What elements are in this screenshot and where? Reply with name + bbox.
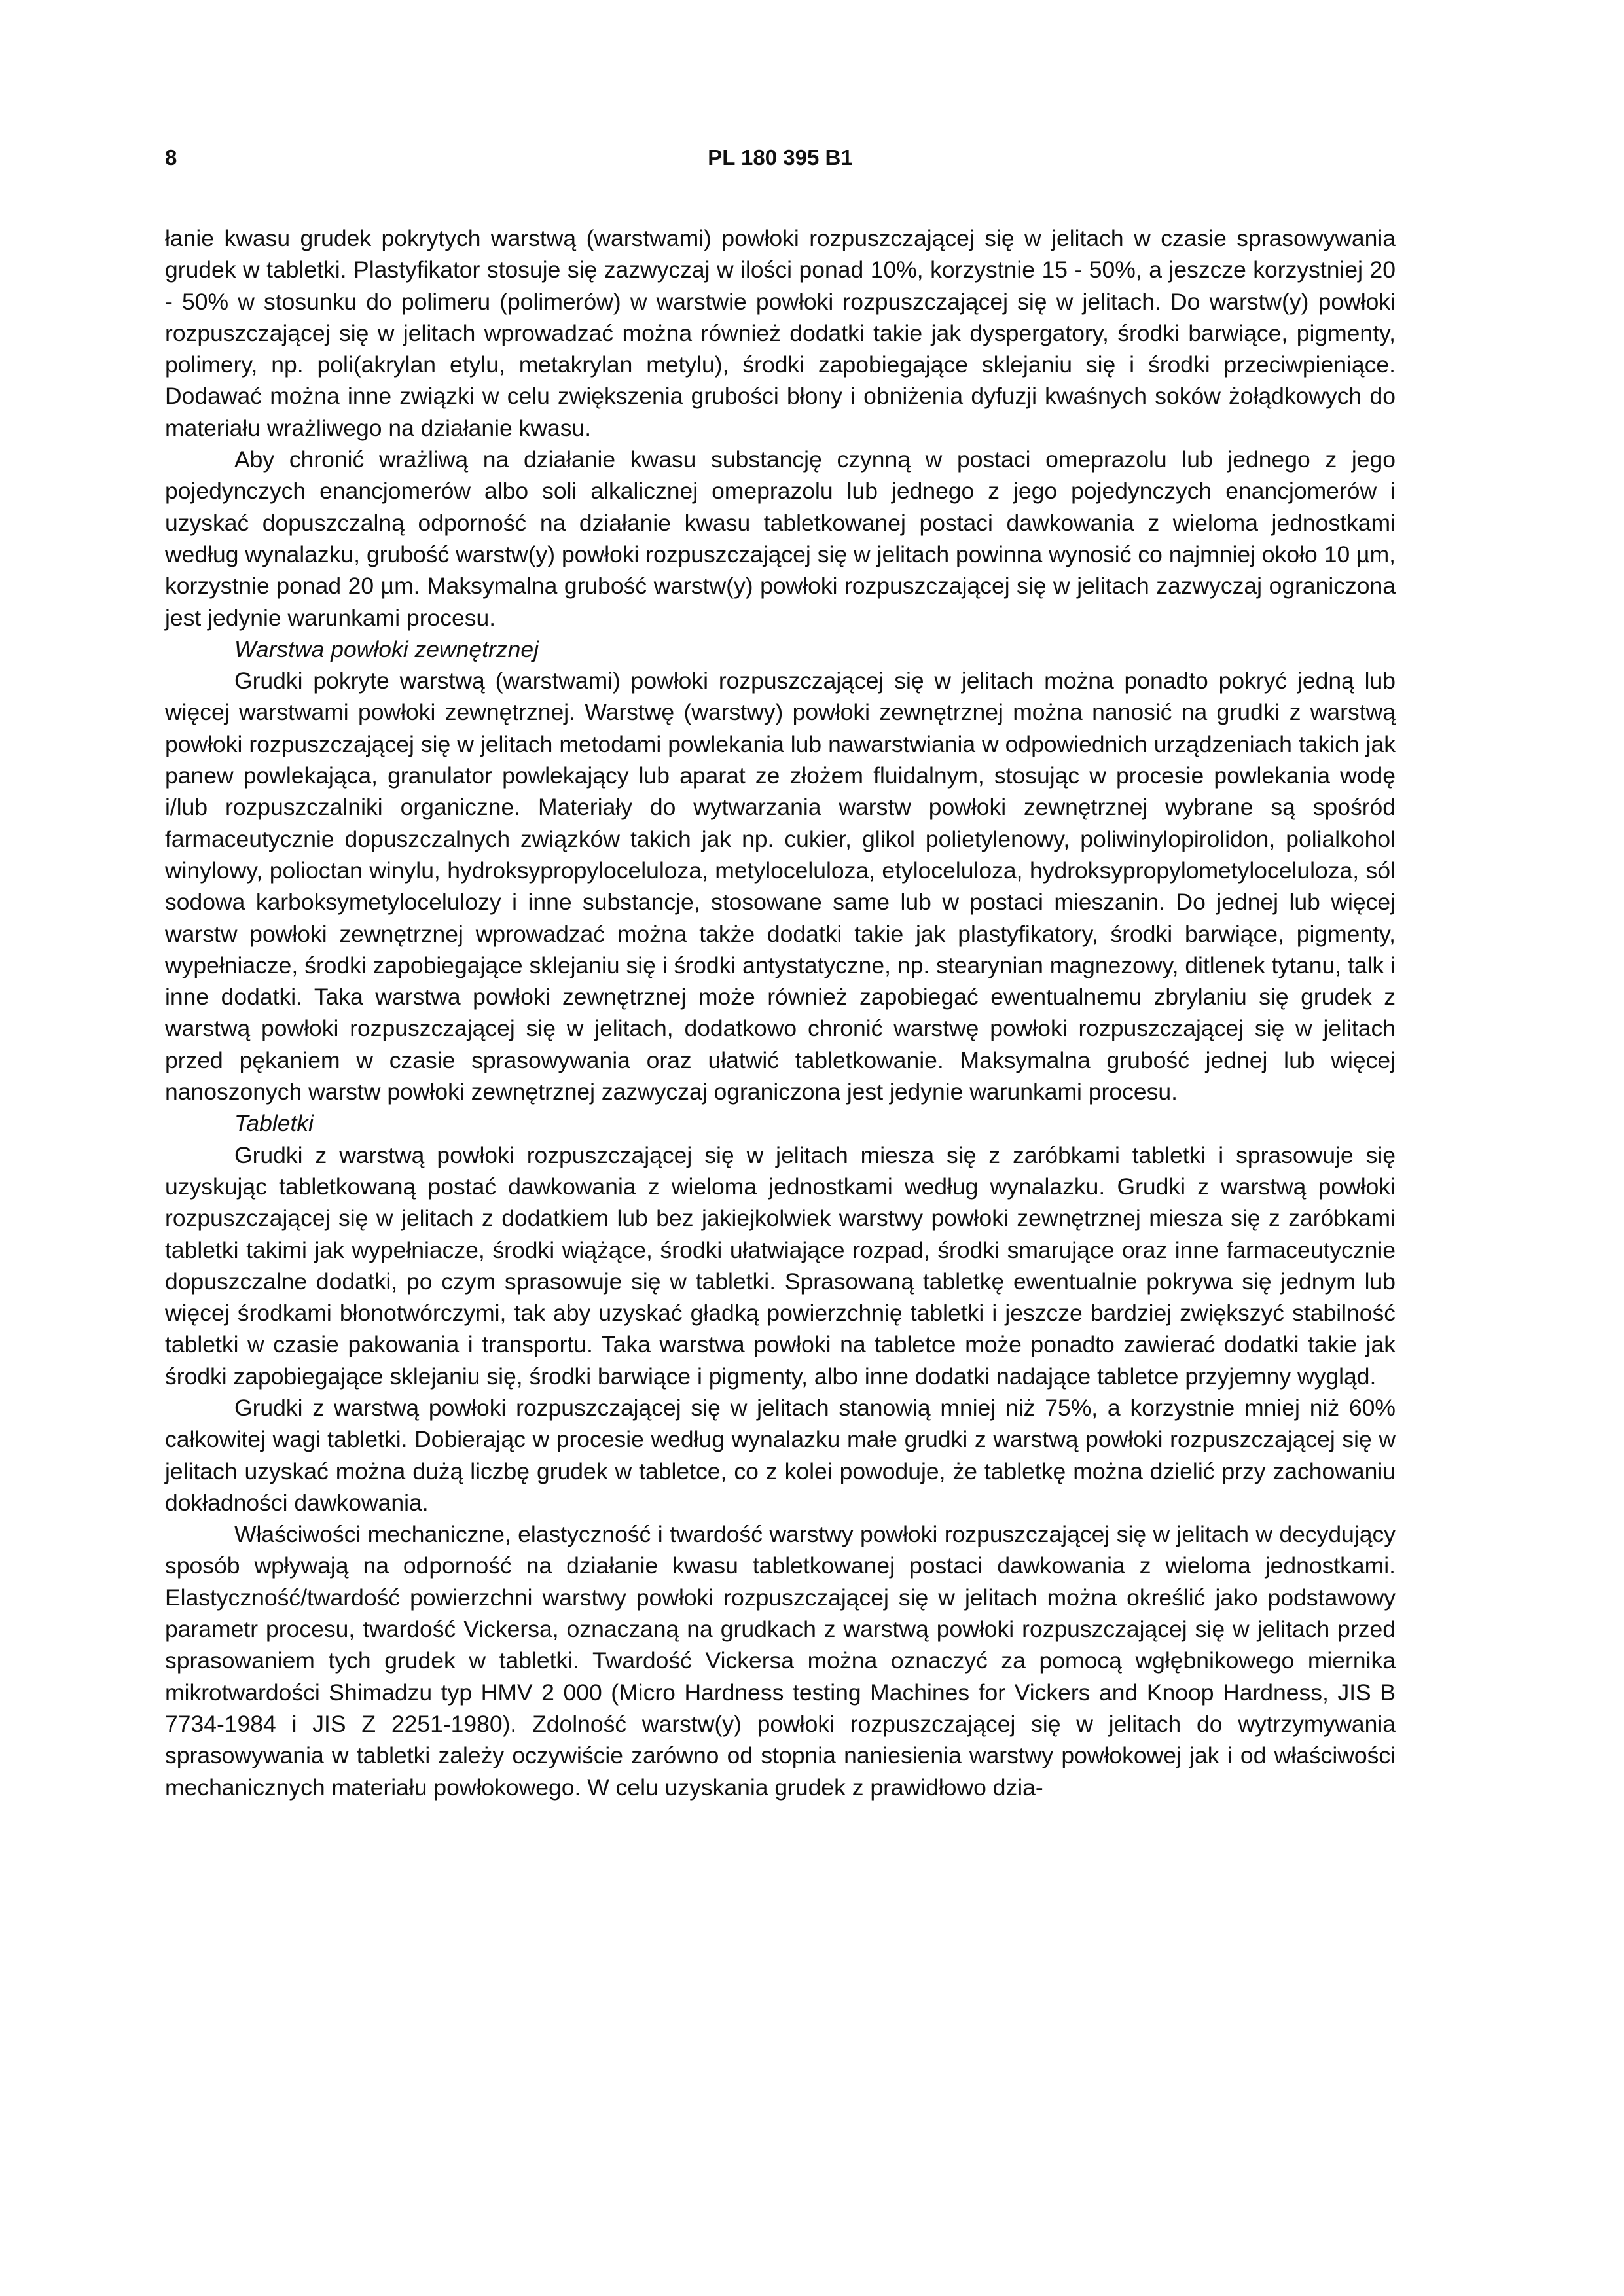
paragraph: Grudki z warstwą powłoki rozpuszczającej się w jelitach stanowią mniej niż 75%, a korzystnie mniej niż 60% całkowitej wagi tabletki. Dobierając w procesie według wynalazku małe grudki z warstwą powłoki rozpuszczającej się w jelitach uzyskać można dużą liczbę grudek w tabletce, co z kolei powoduje, że tabletkę można dzielić przy zachowaniu dokładności dawkowania. (165, 1394, 1396, 1516)
paragraph: Grudki z warstwą powłoki rozpuszczającej się w jelitach miesza się z zaróbkami tabletki i sprasowuje się uzyskując tabletkowaną postać dawkowania z wieloma jednostkami według wynalazku. Grudki z warstwą powłoki rozpuszczającej się w jelitach z dodatkiem lub bez jakiejkolwiek warstwy powłoki zewnętrznej miesza się z zaróbkami tabletki takimi jak wypełniacze, środki wiążące, środki ułatwiające rozpad, środki smarujące oraz inne farmaceutycznie dopuszczalne dodatki, po czym sprasowuje się w tabletki. Sprasowaną tabletkę ewentualnie pokrywa się jednym lub więcej środkami błonotwórczymi, tak aby uzyskać gładką powierzchnię tabletki i jeszcze bardziej zwiększyć stabilność tabletki w czasie pakowania i transportu. Taka warstwa powłoki na tabletce może ponadto zawierać dodatki takie jak środki zapobiegające sklejaniu się, środki barwiące i pigmenty, albo inne dodatki nadające tabletce przyjemny wygląd. (165, 1141, 1396, 1390)
body-text (165, 223, 1396, 1803)
paragraph: Właściwości mechaniczne, elastyczność i twardość warstwy powłoki rozpuszczającej się w jelitach w decydujący sposób wpływają na odporność na działanie kwasu tabletkowanej postaci dawkowania z wieloma jednostkami. Elastyczność/twardość powierzchni warstwy powłoki rozpuszczającej się w jelitach można określić jako podstawowy parametr procesu, twardość Vickersa, oznaczaną na grudkach z warstwą powłoki rozpuszczającej się w jelitach przed sprasowaniem tych grudek w tabletki. Twardość Vickersa można oznaczyć za pomocą wgłębnikowego miernika mikrotwardości Shimadzu typ HMV 2 000 (Micro Hardness testing Machines for Vickers and Knoop Hardness, JIS B 7734-1984 i JIS Z 2251-1980). Zdolność warstw(y) powłoki rozpuszczającej się w jelitach do wytrzymywania sprasowywania w tabletki zależy oczywiście zarówno od stopnia naniesienia warstwy powłokowej jak i od właściwości mechanicznych materiału powłokowego. W celu uzyskania grudek z prawidłowo dzia- (165, 1521, 1396, 1801)
paragraph: łanie kwasu grudek pokrytych warstwą (warstwami) powłoki rozpuszczającej się w jelitach w czasie sprasowywania grudek w tabletki. Plastyfikator stosuje się zazwyczaj w ilości ponad 10%, korzystnie 15 - 50%, a jeszcze korzystniej 20 - 50% w stosunku do polimeru (polimerów) w warstwie powłoki rozpuszczającej się w jelitach. Do warstw(y) powłoki rozpuszczającej się w jelitach wprowadzać można również dodatki takie jak dyspergatory, środki barwiące, pigmenty, polimery, np. poli(akrylan etylu, metakrylan metylu), środki zapobiegające sklejaniu się i środki przeciwpieniące. Dodawać można inne związki w celu zwiększenia grubości błony i obniżenia dyfuzji kwaśnych soków żołądkowych do materiału wrażliwego na działanie kwasu. (165, 225, 1396, 441)
section-heading: Tabletki (234, 1110, 314, 1137)
paragraph: Grudki pokryte warstwą (warstwami) powłoki rozpuszczającej się w jelitach można ponadto pokryć jedną lub więcej warstwami powłoki zewnętrznej. Warstwę (warstwy) powłoki zewnętrznej można nanosić na grudki z warstwą powłoki rozpuszczającej się w jelitach metodami powlekania lub nawarstwiania w odpowiednich urządzeniach takich jak panew powlekająca, granulator powlekający lub aparat ze złożem fluidalnym, stosując w procesie powlekania wodę i/lub rozpuszczalniki organiczne. Materiały do wytwarzania warstw powłoki zewnętrznej wybrane są spośród farmaceutycznie dopuszczalnych związków takich jak np. cukier, glikol polietylenowy, poliwinylopirolidon, polialkohol winylowy, polioctan winylu, hydroksypropyloceluloza, metyloceluloza, etyloceluloza, hydroksypropylometyloceluloza, sól sodowa karboksymetylocelulozy i inne substancje, stosowane same lub w postaci mieszanin. Do jednej lub więcej warstw powłoki zewnętrznej wprowadzać można także dodatki takie jak plastyfikatory, środki barwiące, pigmenty, wypełniacze, środki zapobiegające sklejaniu się i środki antystatyczne, np. stearynian magnezowy, ditlenek tytanu, talk i inne dodatki. Taka warstwa powłoki zewnętrznej może również zapobiegać ewentualnemu zbrylaniu się grudek z warstwą powłoki rozpuszczającej się w jelitach, dodatkowo chronić warstwę powłoki rozpuszczającej się w jelitach przed pękaniem w czasie sprasowywania oraz ułatwić tabletkowanie. Maksymalna grubość jednej lub więcej nanoszonych warstw powłoki zewnętrznej zazwyczaj ograniczona jest jedynie warunkami procesu. (165, 668, 1396, 1105)
section-heading: Warstwa powłoki zewnętrznej (234, 636, 539, 662)
paragraph: Aby chronić wrażliwą na działanie kwasu substancję czynną w postaci omeprazolu lub jednego z jego pojedynczych enancjomerów albo soli alkalicznej omeprazolu lub jednego z jego pojedynczych enancjomerów i uzyskać dopuszczalną odporność na działanie kwasu tabletkowanej postaci dawkowania z wieloma jednostkami według wynalazku, grubość warstw(y) powłoki rozpuszczającej się w jelitach powinna wynosić co najmniej około 10 µm, korzystnie ponad 20 µm. Maksymalna grubość warstw(y) powłoki rozpuszczającej się w jelitach zazwyczaj ograniczona jest jedynie warunkami procesu. (165, 446, 1396, 631)
page-number: 8 (165, 145, 177, 170)
document-id: PL 180 395 B1 (708, 145, 853, 170)
page-header (165, 145, 1396, 185)
